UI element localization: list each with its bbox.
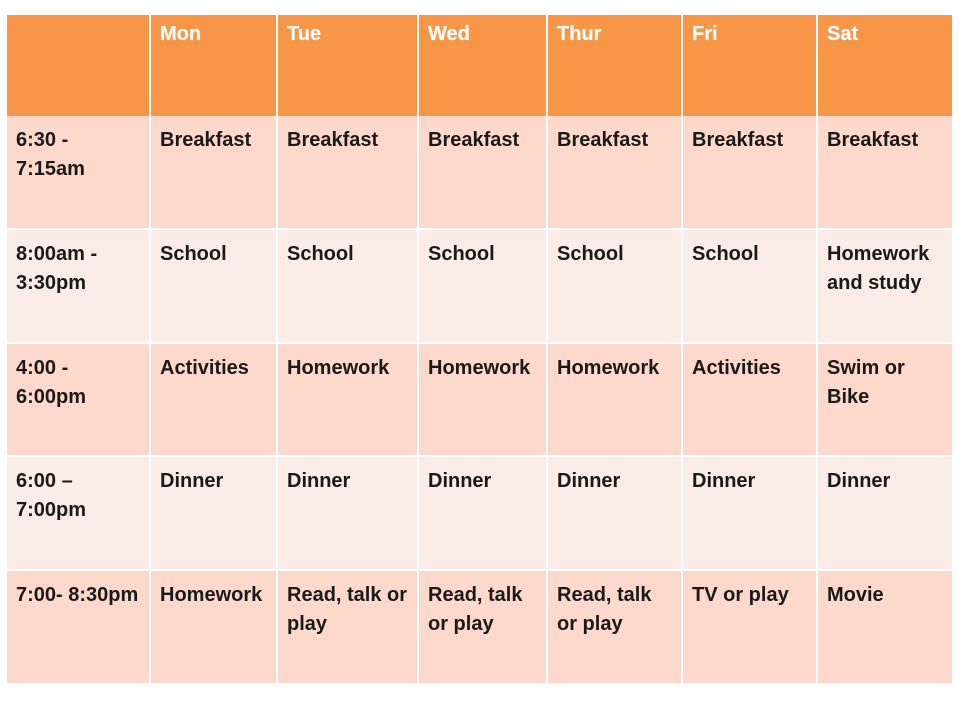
- activity-cell: School: [277, 229, 418, 342]
- table-row: [7, 229, 952, 342]
- activity-cell: Dinner: [817, 456, 952, 569]
- activity-cell: Read, talk or play: [418, 570, 547, 683]
- activity-cell: Dinner: [277, 456, 418, 569]
- activity-cell: Activities: [150, 343, 277, 456]
- activity-cell: Breakfast: [817, 116, 952, 229]
- time-slot-cell: 7:00- 8:30pm: [7, 570, 150, 683]
- table-row: [7, 456, 952, 569]
- activity-cell: Dinner: [150, 456, 277, 569]
- time-slot-cell: 8:00am - 3:30pm: [7, 229, 150, 342]
- activity-cell: Breakfast: [418, 116, 547, 229]
- table-row: [7, 570, 952, 683]
- activity-cell: Breakfast: [277, 116, 418, 229]
- activity-cell: Swim or Bike: [817, 343, 952, 456]
- header-day-mon: Mon: [150, 15, 277, 116]
- activity-cell: Homework: [547, 343, 682, 456]
- activity-cell: Breakfast: [547, 116, 682, 229]
- activity-cell: Homework: [150, 570, 277, 683]
- time-slot-cell: 4:00 - 6:00pm: [7, 343, 150, 456]
- activity-cell: Read, talk or play: [277, 570, 418, 683]
- activity-cell: Dinner: [418, 456, 547, 569]
- header-day-thur: Thur: [547, 15, 682, 116]
- activity-cell: Movie: [817, 570, 952, 683]
- activity-cell: Dinner: [682, 456, 817, 569]
- activity-cell: School: [150, 229, 277, 342]
- activity-cell: Breakfast: [682, 116, 817, 229]
- weekly-schedule-table: [7, 15, 952, 683]
- activity-cell: Homework and study: [817, 229, 952, 342]
- header-day-fri: Fri: [682, 15, 817, 116]
- activity-cell: Homework: [418, 343, 547, 456]
- time-slot-cell: 6:00 – 7:00pm: [7, 456, 150, 569]
- table-row: [7, 343, 952, 456]
- activity-cell: Breakfast: [150, 116, 277, 229]
- table-row: [7, 116, 952, 229]
- time-slot-cell: 6:30 - 7:15am: [7, 116, 150, 229]
- activity-cell: Dinner: [547, 456, 682, 569]
- activity-cell: Activities: [682, 343, 817, 456]
- activity-cell: TV or play: [682, 570, 817, 683]
- header-row: [7, 15, 952, 116]
- header-day-tue: Tue: [277, 15, 418, 116]
- activity-cell: School: [682, 229, 817, 342]
- activity-cell: Read, talk or play: [547, 570, 682, 683]
- activity-cell: School: [547, 229, 682, 342]
- header-corner-cell: [7, 15, 150, 116]
- header-day-sat: Sat: [817, 15, 952, 116]
- activity-cell: School: [418, 229, 547, 342]
- activity-cell: Homework: [277, 343, 418, 456]
- header-day-wed: Wed: [418, 15, 547, 116]
